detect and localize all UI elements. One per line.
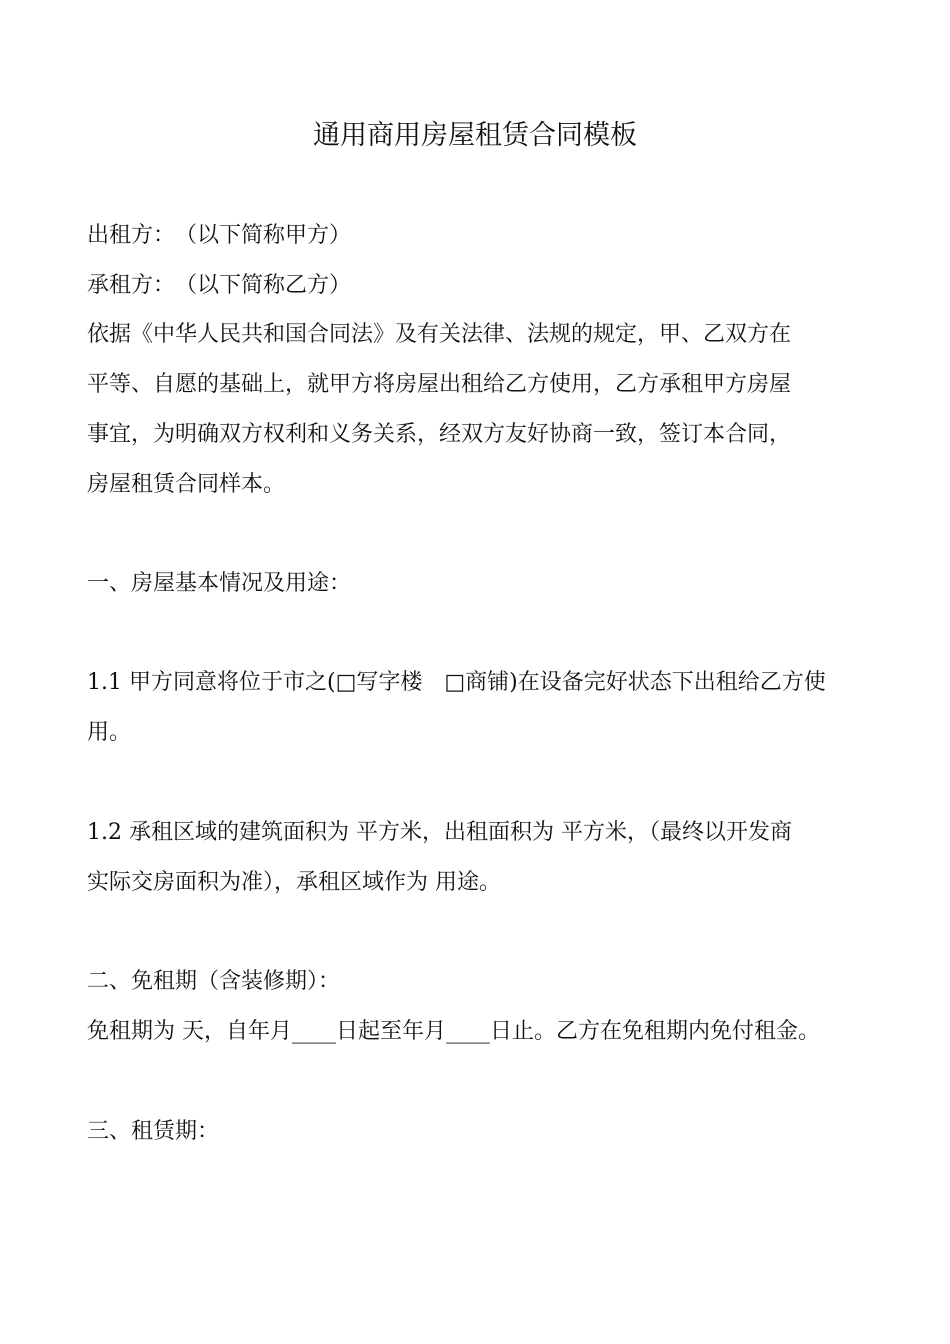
preamble-line-1: 依据《中华人民共和国合同法》及有关法律、法规的规定，甲、乙双方在	[87, 322, 792, 347]
section-3-heading: 三、租赁期：	[87, 1119, 220, 1144]
preamble-line-4: 房屋租赁合同样本。	[87, 472, 286, 497]
clause-1-1-line-2: 用。	[87, 720, 132, 745]
preamble-line-2: 平等、自愿的基础上，就甲方将房屋出租给乙方使用，乙方承租甲方房屋	[87, 372, 792, 397]
clause-1-2-line-1: 1.2 承租区域的建筑面积为 平方米，出租面积为 平方米，（最终以开发商	[87, 820, 792, 845]
preamble-line-3: 事宜，为明确双方权利和义务关系，经双方友好协商一致，签订本合同，	[87, 422, 792, 447]
clause-1-2-line-2: 实际交房面积为准），承租区域作为 用途。	[87, 870, 501, 895]
lessor-line: 出租方： （以下简称甲方）	[87, 223, 352, 248]
clause-1-1-line-1: 1.1 甲方同意将位于市之(□写字楼 □商铺)在设备完好状态下出租给乙方使	[87, 670, 826, 695]
section-1-heading: 一、房屋基本情况及用途：	[87, 571, 352, 596]
rent-free-period-line: 免租期为 天，自年月____日起至年月____日止。乙方在免租期内免付租金。	[87, 1019, 820, 1044]
document-title: 通用商用房屋租赁合同模板	[313, 120, 637, 151]
lessee-line: 承租方： （以下简称乙方）	[87, 273, 352, 298]
section-2-heading: 二、免租期（含装修期）：	[87, 969, 341, 994]
